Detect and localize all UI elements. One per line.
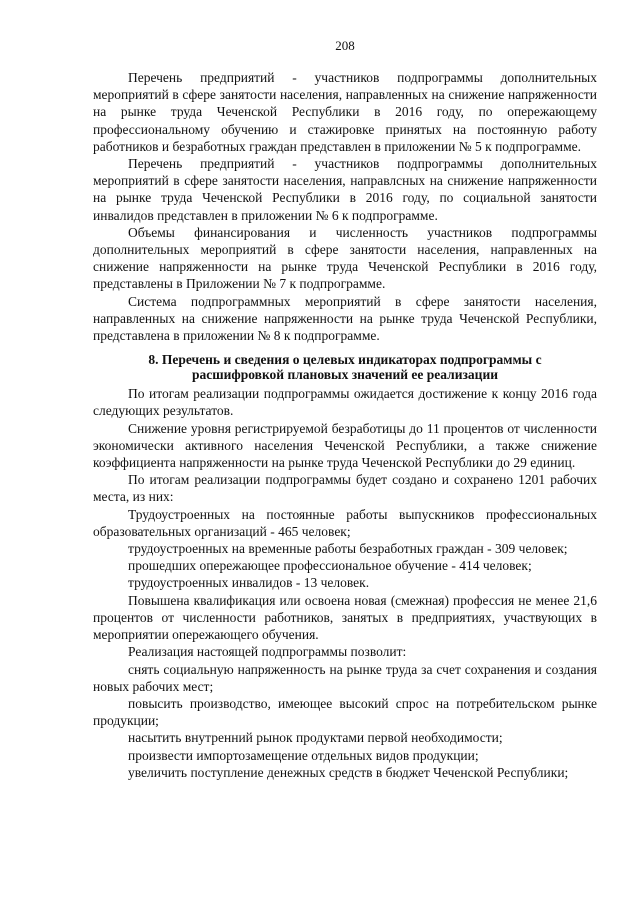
paragraph-expected-results: По итогам реализации подпрограммы ожидается достижение к концу 2016 года следующих результатов. xyxy=(93,386,597,419)
paragraph-qualification: Повышена квалификация или освоена новая (смежная) профессия не менее 21,6 процентов от численности работников, занятых в предприятиях, участвующих в мероприятии опережающего обучения. xyxy=(93,592,597,643)
section-heading-line-2: расшифровкой плановых значений ее реализации xyxy=(191,366,499,382)
list-item-import-substitution: произвести импортозамещение отдельных видов продукции; xyxy=(128,747,479,763)
paragraph-appendix-6: Перечень предприятий - участников подпрограммы дополнительных мероприятий в сфере занятости населения, направлсных на снижение напряженности на рынке труда Чеченской Республики в 2016 году, по социальной занятости инвалидов представлен в приложении № 6 к подпрограмме. xyxy=(93,156,597,223)
list-item-temporary-jobs: трудоустроенных на временные работы безработных граждан - 309 человек; xyxy=(128,541,568,557)
list-item-internal-market: насытить внутренний рынок продуктами первой необходимости; xyxy=(128,730,503,746)
paragraph-appendix-7: Объемы финансирования и численность участников подпрограммы дополнительных мероприятий в сфере занятости населения, направленных на снижение напряженности на рынке труда Чеченской Республики в 2016 году, представлены в Приложении № 7 к подпрограмме. xyxy=(93,224,597,292)
list-item-graduates: Трудоустроенных на постоянные работы выпускников профессиональных образовательных организаций - 465 человек; xyxy=(93,506,597,539)
document-page xyxy=(93,38,597,781)
list-item-budget-revenue: увеличить поступление денежных средств в бюджет Чеченской Республики; xyxy=(128,764,569,780)
paragraph-jobs-created: По итогам реализации подпрограммы будет создано и сохранено 1201 рабочих места, из них: xyxy=(93,472,597,505)
paragraph-appendix-8: Система подпрограммных мероприятий в сфере занятости населения, направленных на снижение напряженности на рынке труда Чеченской Республики, представлена в приложении № 8 к подпрограмме. xyxy=(93,293,597,344)
section-heading-line-1: 8. Перечень и сведения о целевых индикаторах подпрограммы с xyxy=(148,352,542,368)
paragraph-implementation-allows: Реализация настоящей подпрограммы позволит: xyxy=(128,644,407,660)
section-heading xyxy=(93,353,597,382)
list-item-disabled-employed: трудоустроенных инвалидов - 13 человек. xyxy=(128,575,370,591)
paragraph-appendix-5: Перечень предприятий - участников подпрограммы дополнительных мероприятий в сфере занятости населения, направленных на снижение напряженности на рынке труда Чеченской Республики в 2016 году, по опережающему профессиональному обучению и стажировке принятых на постоянную работу работников и безработных граждан представлен в приложении № 5 к подпрограмме. xyxy=(93,70,597,154)
list-item-production: повысить производство, имеющее высокий спрос на потребительском рынке продукции; xyxy=(93,695,597,729)
list-item-advanced-training: прошедших опережающее профессиональное обучение - 414 человек; xyxy=(128,558,532,574)
list-item-social-tension: снять социальную напряженность на рынке труда за счет сохранения и создания новых рабочих мест; xyxy=(93,661,597,694)
paragraph-unemployment-reduction: Снижение уровня регистрируемой безработицы до 11 процентов от численности экономически активного населения Чеченской Республики, а также снижение коэффициента напряженности на рынке труда Чеченской Республики до 29 единиц. xyxy=(93,420,597,471)
page-number: 208 xyxy=(335,38,355,53)
